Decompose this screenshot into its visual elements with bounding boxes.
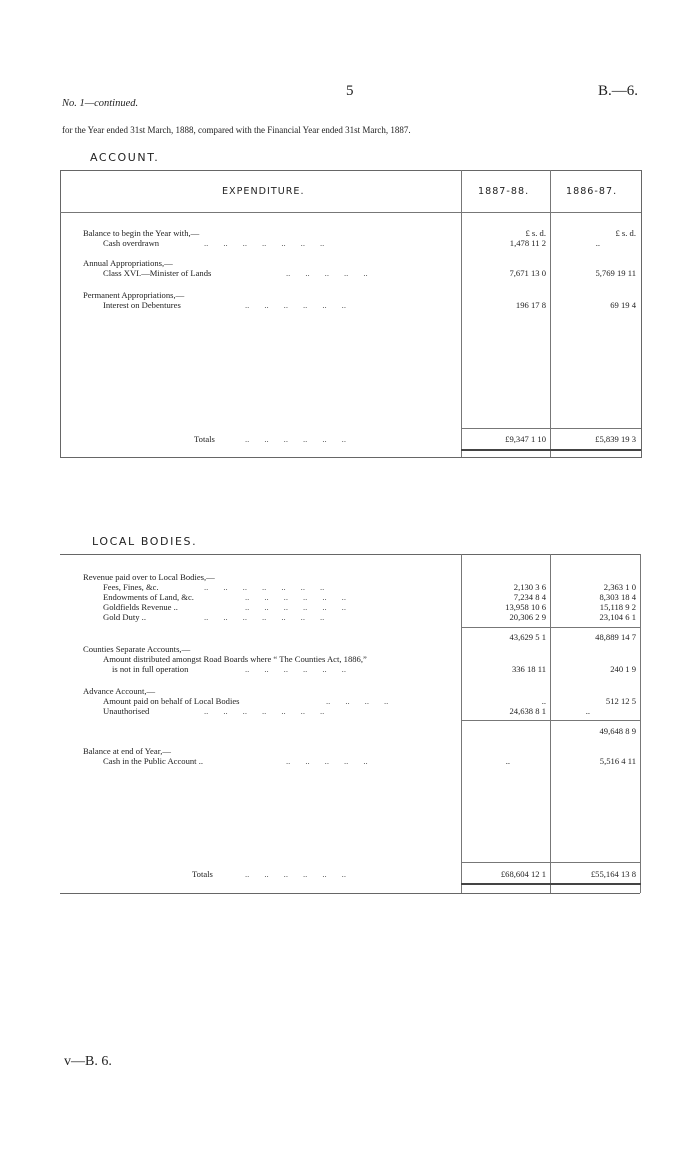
account-total-1887: £5,839 19 3: [595, 434, 636, 444]
revenue-subtotal-rule: [461, 627, 641, 628]
leader-dots: .. .. .. .. ..: [286, 756, 368, 766]
revenue-item-label: Gold Duty ..: [103, 612, 146, 622]
account-value-1887: ..: [595, 238, 600, 248]
account-value-1888: 7,671 13 0: [509, 268, 546, 278]
account-header-rule: [60, 212, 641, 213]
leader-dots: .. .. .. .. .. ..: [245, 434, 346, 444]
leader-dots: .. .. .. .. .. ..: [245, 869, 346, 879]
account-table: [60, 170, 642, 458]
advance-value-1887: 512 12 5: [605, 696, 636, 706]
page-subtitle: for the Year ended 31st March, 1888, compared with the Financial Year ended 31st March, 1887.: [62, 125, 411, 135]
leader-dots: .. .. .. .. .. ..: [245, 664, 346, 674]
revenue-heading: Revenue paid over to Local Bodies,—: [83, 572, 215, 582]
balance-heading: Balance at end of Year,—: [83, 746, 171, 756]
leader-dots: .. .. .. .. .. .. ..: [204, 612, 325, 622]
account-totals-label: Totals: [194, 434, 215, 444]
counties-heading: Counties Separate Accounts,—: [83, 644, 191, 654]
account-totals-double-rule: [461, 449, 641, 451]
advance-subtotal-rule: [461, 720, 641, 721]
local-col-divider-3: [640, 554, 641, 893]
leader-dots: .. .. .. .. .. .. ..: [204, 582, 325, 592]
advance-value-1888: ..: [541, 696, 546, 706]
account-col-divider-1: [461, 170, 462, 457]
revenue-value-1888: 20,306 2 9: [509, 612, 546, 622]
continued-label: No. 1—continued.: [62, 98, 139, 109]
leader-dots: .. .. .. .. .. ..: [245, 602, 346, 612]
account-item-label: Interest on Debentures: [103, 300, 181, 310]
account-col-divider-2: [550, 170, 551, 457]
account-title: ACCOUNT.: [90, 151, 160, 164]
counties-line-2: is not in full operation: [112, 664, 189, 674]
revenue-value-1888: 13,958 10 6: [505, 602, 546, 612]
leader-dots: .. .. .. .. .. .. ..: [204, 238, 325, 248]
local-total-1887: £55,164 13 8: [590, 869, 636, 879]
account-col-1888: 1887-88.: [478, 186, 530, 197]
revenue-value-1887: 15,118 9 2: [599, 602, 636, 612]
account-totals-rule: [461, 428, 641, 429]
leader-dots: .. .. .. .. .. ..: [245, 592, 346, 602]
revenue-item-label: Endowments of Land, &c.: [103, 592, 194, 602]
revenue-item-label: Goldfields Revenue ..: [103, 602, 178, 612]
revenue-value-1887: 2,363 1 0: [603, 582, 636, 592]
account-group-heading: Balance to begin the Year with,—: [83, 228, 200, 238]
account-total-1888: £9,347 1 10: [505, 434, 546, 444]
balance-item-label: Cash in the Public Account ..: [103, 756, 204, 766]
page-number: 5: [346, 83, 354, 99]
account-value-1888: 196 17 8: [515, 300, 546, 310]
leader-dots: .. .. .. .. ..: [286, 268, 368, 278]
counties-value-1887: 240 1 9: [610, 664, 636, 674]
revenue-value-1888: 7,234 8 4: [513, 592, 546, 602]
account-value-1888: 1,478 11 2: [509, 238, 546, 248]
revenue-value-1887: 8,303 18 4: [599, 592, 636, 602]
counties-line-1: Amount distributed amongst Road Boards where “ The Counties Act, 1886,”: [103, 654, 367, 664]
local-totals-label: Totals: [192, 869, 213, 879]
advance-heading: Advance Account,—: [83, 686, 156, 696]
footer-signature: v—B. 6.: [64, 1054, 112, 1069]
advance-value-1888: 24,638 8 1: [509, 706, 546, 716]
advance-item-label: Amount paid on behalf of Local Bodies: [103, 696, 240, 706]
account-group-heading: Annual Appropriations,—: [83, 258, 173, 268]
leader-dots: .. .. .. .. .. .. ..: [204, 706, 325, 716]
account-col-1887: 1886-87.: [566, 186, 618, 197]
leader-dots: .. .. .. ..: [326, 696, 389, 706]
revenue-subtotal-1888: 43,629 5 1: [509, 632, 546, 642]
local-totals-rule: [461, 862, 641, 863]
local-totals-double-rule: [461, 883, 641, 885]
account-value-1887: 69 19 4: [610, 300, 636, 310]
local-total-1888: £68,604 12 1: [500, 869, 546, 879]
revenue-subtotal-1887: 48,889 14 7: [595, 632, 636, 642]
account-value-1887: 5,769 19 11: [595, 268, 636, 278]
leader-dots: .. .. .. .. .. ..: [245, 300, 346, 310]
account-item-label: Cash overdrawn: [103, 238, 160, 248]
account-group-heading: Permanent Appropriations,—: [83, 290, 185, 300]
advance-subtotal-1887: 49,648 8 9: [599, 726, 636, 736]
account-currency-1887: £ s. d.: [615, 228, 636, 238]
balance-value-1887: 5,516 4 11: [599, 756, 636, 766]
counties-value-1888: 336 18 11: [511, 664, 546, 674]
document-reference: B.—6.: [598, 83, 639, 99]
balance-value-1888: ..: [505, 756, 510, 766]
advance-item-label: Unauthorised: [103, 706, 150, 716]
revenue-value-1887: 23,104 6 1: [599, 612, 636, 622]
account-col-expenditure: EXPENDITURE.: [222, 186, 305, 197]
revenue-item-label: Fees, Fines, &c.: [103, 582, 159, 592]
advance-value-1887: ..: [585, 706, 590, 716]
revenue-value-1888: 2,130 3 6: [513, 582, 546, 592]
account-currency-1888: £ s. d.: [525, 228, 546, 238]
local-bodies-title: LOCAL BODIES.: [92, 535, 198, 548]
account-item-label: Class XVI.—Minister of Lands: [103, 268, 212, 278]
